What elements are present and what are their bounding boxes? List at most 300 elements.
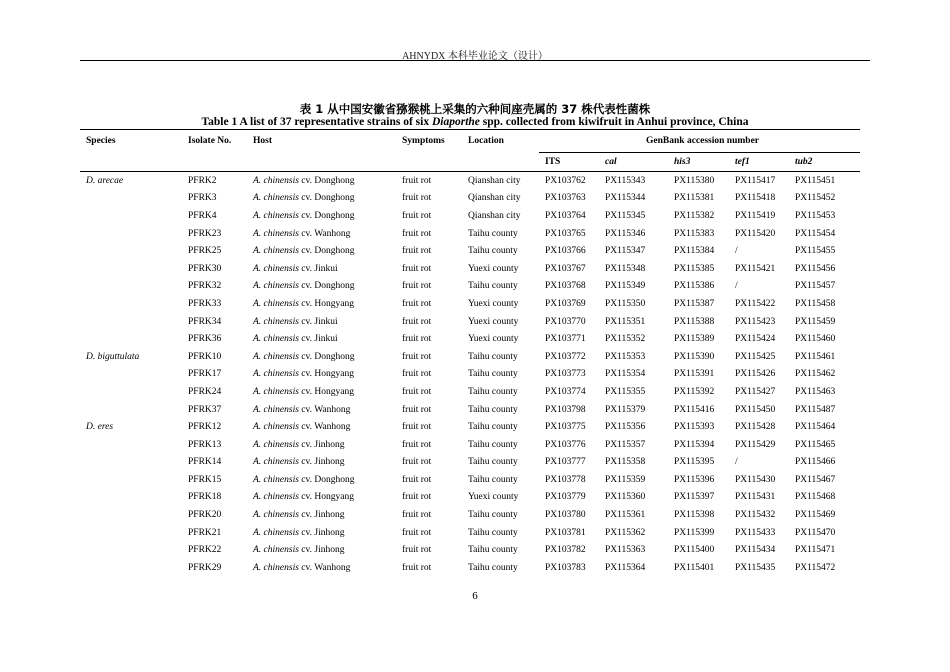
cell-tub2: PX115469 <box>795 510 836 521</box>
cell-species <box>80 436 182 454</box>
table-row <box>80 207 860 225</box>
cell-tef1: PX115424 <box>735 334 776 345</box>
cell-host <box>247 348 396 366</box>
cell-cal: PX115344 <box>605 193 646 204</box>
cell-his3: PX115391 <box>674 369 715 380</box>
cell-symptoms: fruit rot <box>402 193 432 204</box>
cell-isolate: PFRK32 <box>188 281 222 292</box>
cell-its: PX103775 <box>545 422 586 433</box>
cell-location: Taihu county <box>468 527 518 538</box>
cell-cal: PX115357 <box>605 439 646 450</box>
cell-tub2: PX115472 <box>795 562 836 573</box>
cell-host-cultivar: cv. Jinhong <box>298 545 345 556</box>
cell-host-cultivar: cv. Hongyang <box>298 492 354 503</box>
cell-tef1: PX115423 <box>735 316 776 327</box>
cell-location: Qianshan city <box>468 175 521 186</box>
cell-isolate: PFRK21 <box>188 527 222 538</box>
cell-species <box>80 278 182 296</box>
cell-isolate: PFRK24 <box>188 386 222 397</box>
cell-his3: PX115392 <box>674 386 715 397</box>
header-rule <box>80 60 870 61</box>
cell-host <box>247 418 396 436</box>
cell-isolate: PFRK18 <box>188 492 222 503</box>
page-header: AHNYDX 本科毕业论文（设计） <box>402 51 548 62</box>
cell-host <box>247 225 396 243</box>
cell-tef1: PX115419 <box>735 210 776 221</box>
cell-symptoms: fruit rot <box>402 298 432 309</box>
table-row <box>80 313 860 331</box>
cell-location: Yuexi county <box>468 263 519 274</box>
cell-tef1: / <box>735 246 738 257</box>
cell-cal: PX115343 <box>605 175 646 186</box>
cell-tub2: PX115460 <box>795 334 836 345</box>
cell-isolate: PFRK34 <box>188 316 222 327</box>
cell-isolate: PFRK22 <box>188 545 222 556</box>
cell-its: PX103782 <box>545 545 586 556</box>
cell-host <box>247 278 396 296</box>
cell-location: Taihu county <box>468 228 518 239</box>
cell-his3: PX115399 <box>674 527 715 538</box>
cell-its: PX103778 <box>545 474 586 485</box>
cell-cal: PX115351 <box>605 316 646 327</box>
cell-host <box>247 172 396 190</box>
cell-his3: PX115388 <box>674 316 715 327</box>
cell-host-species: A. chinensis <box>253 193 299 204</box>
cell-species <box>80 383 182 401</box>
cell-its: PX103763 <box>545 193 586 204</box>
cell-tub2: PX115467 <box>795 474 836 485</box>
cell-species <box>80 242 182 260</box>
cell-location: Taihu county <box>468 369 518 380</box>
cell-isolate: PFRK36 <box>188 334 222 345</box>
cell-host-species: A. chinensis <box>253 334 299 345</box>
cell-tef1: PX115417 <box>735 175 776 186</box>
cell-tub2: PX115464 <box>795 422 836 433</box>
table-row <box>80 330 860 348</box>
cell-his3: PX115383 <box>674 228 715 239</box>
cell-tub2: PX115456 <box>795 263 836 274</box>
cell-cal: PX115347 <box>605 246 646 257</box>
cell-host <box>247 489 396 507</box>
header-cal: cal <box>599 153 668 172</box>
cell-location: Taihu county <box>468 422 518 433</box>
cell-its: PX103780 <box>545 510 586 521</box>
table-row <box>80 190 860 208</box>
cell-host-species: A. chinensis <box>253 527 299 538</box>
cell-cal: PX115345 <box>605 210 646 221</box>
cell-host <box>247 207 396 225</box>
table-row <box>80 471 860 489</box>
cell-host-species: A. chinensis <box>253 562 299 573</box>
cell-its: PX103774 <box>545 386 586 397</box>
strains-table <box>80 129 860 577</box>
caption-en-before: Table 1 A list of 37 representative strains of six <box>201 116 432 128</box>
cell-location: Taihu county <box>468 474 518 485</box>
cell-cal: PX115379 <box>605 404 646 415</box>
cell-host-species: A. chinensis <box>253 369 299 380</box>
table-body <box>80 172 860 577</box>
cell-location: Yuexi county <box>468 298 519 309</box>
table-row <box>80 436 860 454</box>
cell-location: Taihu county <box>468 281 518 292</box>
cell-his3: PX115401 <box>674 562 715 573</box>
cell-host-cultivar: cv. Donghong <box>298 175 355 186</box>
cell-tub2: PX115451 <box>795 175 836 186</box>
cell-host <box>247 559 396 577</box>
cell-tef1: PX115421 <box>735 263 776 274</box>
cell-location: Qianshan city <box>468 193 521 204</box>
cell-host-cultivar: cv. Jinhong <box>298 527 345 538</box>
cell-isolate: PFRK4 <box>188 210 217 221</box>
cell-host-cultivar: cv. Wanhong <box>298 422 351 433</box>
cell-its: PX103764 <box>545 210 586 221</box>
cell-tef1: PX115433 <box>735 527 776 538</box>
cell-host-species: A. chinensis <box>253 545 299 556</box>
cell-host-cultivar: cv. Donghong <box>298 351 355 362</box>
cell-tef1: PX115422 <box>735 298 776 309</box>
cell-species <box>80 260 182 278</box>
cell-tub2: PX115466 <box>795 457 836 468</box>
cell-host-species: A. chinensis <box>253 510 299 521</box>
cell-its: PX103769 <box>545 298 586 309</box>
table-caption-english <box>0 116 950 128</box>
header-isolate: Isolate No. <box>182 130 247 153</box>
cell-symptoms: fruit rot <box>402 510 432 521</box>
header-tub2: tub2 <box>789 153 860 172</box>
caption-en-after: spp. collected from kiwifruit in Anhui province, China <box>479 116 749 128</box>
cell-his3: PX115384 <box>674 246 715 257</box>
cell-its: PX103798 <box>545 404 586 415</box>
cell-symptoms: fruit rot <box>402 334 432 345</box>
cell-host-species: A. chinensis <box>253 228 299 239</box>
cell-cal: PX115358 <box>605 457 646 468</box>
cell-isolate: PFRK25 <box>188 246 222 257</box>
cell-location: Taihu county <box>468 246 518 257</box>
cell-species: D. eres <box>86 422 114 433</box>
cell-tub2: PX115454 <box>795 228 836 239</box>
cell-host <box>247 260 396 278</box>
cell-symptoms: fruit rot <box>402 210 432 221</box>
cell-its: PX103781 <box>545 527 586 538</box>
cell-tef1: PX115450 <box>735 404 776 415</box>
cell-species <box>80 366 182 384</box>
cell-tub2: PX115452 <box>795 193 836 204</box>
cell-host-species: A. chinensis <box>253 439 299 450</box>
cell-host-cultivar: cv. Jinkui <box>298 334 338 345</box>
cell-symptoms: fruit rot <box>402 474 432 485</box>
header-its: ITS <box>539 153 599 172</box>
cell-his3: PX115386 <box>674 281 715 292</box>
cell-symptoms: fruit rot <box>402 263 432 274</box>
cell-species <box>80 330 182 348</box>
cell-cal: PX115356 <box>605 422 646 433</box>
cell-host-cultivar: cv. Hongyang <box>298 386 354 397</box>
cell-cal: PX115348 <box>605 263 646 274</box>
table-row <box>80 225 860 243</box>
cell-species <box>80 506 182 524</box>
cell-species <box>80 207 182 225</box>
cell-symptoms: fruit rot <box>402 439 432 450</box>
table-row <box>80 541 860 559</box>
cell-host-species: A. chinensis <box>253 492 299 503</box>
cell-host-species: A. chinensis <box>253 457 299 468</box>
cell-symptoms: fruit rot <box>402 562 432 573</box>
cell-location: Taihu county <box>468 439 518 450</box>
cell-its: PX103767 <box>545 263 586 274</box>
cell-host-cultivar: cv. Donghong <box>298 474 355 485</box>
cell-host <box>247 242 396 260</box>
cell-symptoms: fruit rot <box>402 228 432 239</box>
cell-isolate: PFRK15 <box>188 474 222 485</box>
cell-tef1: PX115431 <box>735 492 776 503</box>
cell-host <box>247 436 396 454</box>
cell-location: Taihu county <box>468 545 518 556</box>
cell-its: PX103766 <box>545 246 586 257</box>
cell-his3: PX115398 <box>674 510 715 521</box>
cell-tef1: PX115435 <box>735 562 776 573</box>
cell-host-species: A. chinensis <box>253 422 299 433</box>
cell-tef1: / <box>735 457 738 468</box>
cell-his3: PX115394 <box>674 439 715 450</box>
cell-isolate: PFRK20 <box>188 510 222 521</box>
header-species: Species <box>80 130 182 153</box>
cell-its: PX103762 <box>545 175 586 186</box>
cell-tef1: PX115418 <box>735 193 776 204</box>
cell-symptoms: fruit rot <box>402 351 432 362</box>
cell-its: PX103779 <box>545 492 586 503</box>
cell-its: PX103770 <box>545 316 586 327</box>
cell-tef1: PX115434 <box>735 545 776 556</box>
cell-cal: PX115353 <box>605 351 646 362</box>
cell-isolate: PFRK14 <box>188 457 222 468</box>
cell-isolate: PFRK10 <box>188 351 222 362</box>
cell-host-cultivar: cv. Wanhong <box>298 404 351 415</box>
table-row <box>80 260 860 278</box>
cell-cal: PX115346 <box>605 228 646 239</box>
cell-tef1: PX115428 <box>735 422 776 433</box>
cell-symptoms: fruit rot <box>402 457 432 468</box>
cell-host <box>247 454 396 472</box>
cell-species <box>80 559 182 577</box>
cell-cal: PX115352 <box>605 334 646 345</box>
cell-host-cultivar: cv. Wanhong <box>298 562 351 573</box>
cell-his3: PX115397 <box>674 492 715 503</box>
cell-host-species: A. chinensis <box>253 246 299 257</box>
cell-his3: PX115381 <box>674 193 715 204</box>
cell-its: PX103773 <box>545 369 586 380</box>
cell-symptoms: fruit rot <box>402 492 432 503</box>
header-symptoms: Symptoms <box>396 130 462 153</box>
cell-host-species: A. chinensis <box>253 175 299 186</box>
cell-his3: PX115400 <box>674 545 715 556</box>
cell-species: D. biguttulata <box>86 351 140 362</box>
header-host: Host <box>247 130 396 153</box>
cell-species <box>80 454 182 472</box>
header-tef1: tef1 <box>729 153 789 172</box>
header-location: Location <box>462 130 539 153</box>
cell-symptoms: fruit rot <box>402 545 432 556</box>
cell-host-cultivar: cv. Donghong <box>298 246 355 257</box>
cell-cal: PX115349 <box>605 281 646 292</box>
cell-host-cultivar: cv. Wanhong <box>298 228 351 239</box>
cell-symptoms: fruit rot <box>402 404 432 415</box>
cell-location: Taihu county <box>468 562 518 573</box>
cell-isolate: PFRK37 <box>188 404 222 415</box>
cell-host-species: A. chinensis <box>253 386 299 397</box>
cell-location: Taihu county <box>468 404 518 415</box>
cell-host <box>247 524 396 542</box>
cell-host-species: A. chinensis <box>253 298 299 309</box>
cell-its: PX103768 <box>545 281 586 292</box>
cell-host-cultivar: cv. Jinhong <box>298 457 345 468</box>
table-row <box>80 524 860 542</box>
cell-tub2: PX115470 <box>795 527 836 538</box>
page-number: 6 <box>472 590 478 602</box>
cell-tub2: PX115461 <box>795 351 836 362</box>
cell-his3: PX115396 <box>674 474 715 485</box>
cell-isolate: PFRK33 <box>188 298 222 309</box>
table-row <box>80 418 860 436</box>
cell-species <box>80 313 182 331</box>
cell-cal: PX115362 <box>605 527 646 538</box>
cell-tub2: PX115455 <box>795 246 836 257</box>
cell-host-cultivar: cv. Jinhong <box>298 510 345 521</box>
cell-species <box>80 225 182 243</box>
cell-symptoms: fruit rot <box>402 386 432 397</box>
cell-his3: PX115382 <box>674 210 715 221</box>
cell-isolate: PFRK23 <box>188 228 222 239</box>
cell-its: PX103772 <box>545 351 586 362</box>
cell-host <box>247 401 396 419</box>
cell-symptoms: fruit rot <box>402 316 432 327</box>
cell-host-cultivar: cv. Jinhong <box>298 439 345 450</box>
cell-symptoms: fruit rot <box>402 175 432 186</box>
cell-host-cultivar: cv. Jinkui <box>298 263 338 274</box>
cell-its: PX103771 <box>545 334 586 345</box>
cell-his3: PX115385 <box>674 263 715 274</box>
cell-tub2: PX115458 <box>795 298 836 309</box>
table-row <box>80 366 860 384</box>
table-row <box>80 506 860 524</box>
table-caption-chinese: 表 1 从中国安徽省猕猴桃上采集的六种间座壳属的 37 株代表性菌株 <box>299 102 651 116</box>
cell-isolate: PFRK12 <box>188 422 222 433</box>
cell-tef1: PX115420 <box>735 228 776 239</box>
cell-host-species: A. chinensis <box>253 316 299 327</box>
table-row <box>80 242 860 260</box>
cell-cal: PX115355 <box>605 386 646 397</box>
cell-its: PX103765 <box>545 228 586 239</box>
cell-location: Taihu county <box>468 457 518 468</box>
cell-symptoms: fruit rot <box>402 422 432 433</box>
cell-symptoms: fruit rot <box>402 369 432 380</box>
cell-tub2: PX115463 <box>795 386 836 397</box>
cell-his3: PX115387 <box>674 298 715 309</box>
cell-his3: PX115395 <box>674 457 715 468</box>
cell-his3: PX115389 <box>674 334 715 345</box>
cell-tub2: PX115471 <box>795 545 836 556</box>
cell-location: Yuexi county <box>468 334 519 345</box>
cell-isolate: PFRK13 <box>188 439 222 450</box>
cell-tef1: / <box>735 281 738 292</box>
cell-tef1: PX115425 <box>735 351 776 362</box>
cell-location: Taihu county <box>468 351 518 362</box>
cell-symptoms: fruit rot <box>402 246 432 257</box>
cell-host-species: A. chinensis <box>253 263 299 274</box>
cell-its: PX103783 <box>545 562 586 573</box>
cell-host-species: A. chinensis <box>253 210 299 221</box>
cell-his3: PX115416 <box>674 404 715 415</box>
cell-species: D. arecae <box>86 175 124 186</box>
cell-cal: PX115361 <box>605 510 646 521</box>
cell-cal: PX115360 <box>605 492 646 503</box>
cell-cal: PX115364 <box>605 562 646 573</box>
cell-symptoms: fruit rot <box>402 281 432 292</box>
cell-its: PX103776 <box>545 439 586 450</box>
cell-species <box>80 190 182 208</box>
table-row <box>80 454 860 472</box>
cell-his3: PX115380 <box>674 175 715 186</box>
cell-host-cultivar: cv. Donghong <box>298 210 355 221</box>
cell-tub2: PX115459 <box>795 316 836 327</box>
header-row-genes <box>80 153 860 172</box>
header-his3: his3 <box>668 153 729 172</box>
cell-host <box>247 295 396 313</box>
cell-host-cultivar: cv. Hongyang <box>298 298 354 309</box>
table-row <box>80 172 860 190</box>
cell-isolate: PFRK3 <box>188 193 217 204</box>
cell-isolate: PFRK17 <box>188 369 222 380</box>
cell-host-species: A. chinensis <box>253 351 299 362</box>
cell-host-cultivar: cv. Jinkui <box>298 316 338 327</box>
cell-tub2: PX115468 <box>795 492 836 503</box>
cell-species <box>80 471 182 489</box>
cell-host-species: A. chinensis <box>253 404 299 415</box>
cell-host <box>247 541 396 559</box>
cell-location: Yuexi county <box>468 492 519 503</box>
cell-host-species: A. chinensis <box>253 474 299 485</box>
cell-cal: PX115350 <box>605 298 646 309</box>
cell-tef1: PX115432 <box>735 510 776 521</box>
cell-cal: PX115363 <box>605 545 646 556</box>
cell-host-cultivar: cv. Donghong <box>298 281 355 292</box>
cell-species <box>80 295 182 313</box>
cell-host-cultivar: cv. Donghong <box>298 193 355 204</box>
cell-his3: PX115393 <box>674 422 715 433</box>
cell-cal: PX115354 <box>605 369 646 380</box>
cell-isolate: PFRK29 <box>188 562 222 573</box>
cell-host <box>247 366 396 384</box>
cell-host <box>247 190 396 208</box>
cell-tub2: PX115453 <box>795 210 836 221</box>
cell-tef1: PX115427 <box>735 386 776 397</box>
cell-host <box>247 383 396 401</box>
table-row <box>80 489 860 507</box>
cell-location: Taihu county <box>468 386 518 397</box>
cell-host-cultivar: cv. Hongyang <box>298 369 354 380</box>
cell-his3: PX115390 <box>674 351 715 362</box>
cell-location: Taihu county <box>468 510 518 521</box>
cell-tub2: PX115487 <box>795 404 836 415</box>
cell-tef1: PX115430 <box>735 474 776 485</box>
cell-host <box>247 313 396 331</box>
table-row <box>80 295 860 313</box>
cell-its: PX103777 <box>545 457 586 468</box>
header-genbank: GenBank accession number <box>539 130 860 153</box>
table-row <box>80 383 860 401</box>
cell-symptoms: fruit rot <box>402 527 432 538</box>
cell-species <box>80 401 182 419</box>
cell-tef1: PX115429 <box>735 439 776 450</box>
